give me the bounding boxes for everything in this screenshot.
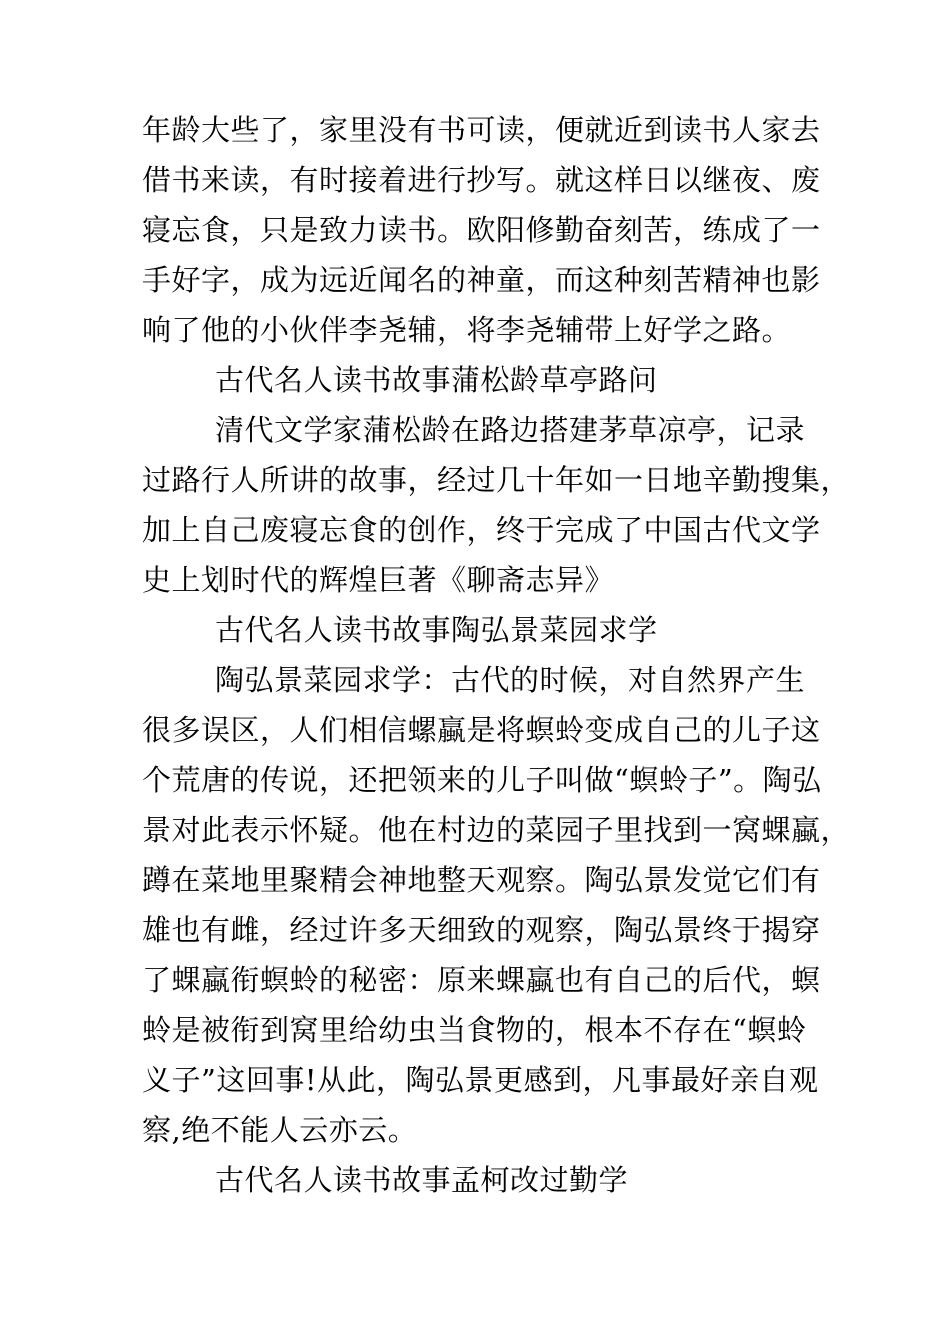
paragraph-line: 借书来读，有时接着进行抄写。就这样日以继夜、废 (142, 163, 821, 197)
paragraph-line: 手好字，成为远近闻名的神童，而这种刻苦精神也影 (142, 263, 821, 297)
paragraph-line: 很多误区，人们相信螺蠃是将螟蛉变成自己的儿子这 (142, 713, 821, 747)
paragraph-line: 加上自己废寝忘食的创作，终于完成了中国古代文学 (142, 513, 821, 547)
paragraph-line: 义子”这回事!从此，陶弘景更感到，凡事最好亲自观 (142, 1063, 819, 1097)
paragraph-line: 陶弘景菜园求学：古代的时候，对自然界产生 (215, 663, 806, 697)
paragraph-line: 察,绝不能人云亦云。 (142, 1113, 418, 1147)
section-heading: 古代名人读书故事蒲松龄草亭路问 (215, 363, 658, 397)
section-heading: 古代名人读书故事陶弘景菜园求学 (215, 613, 658, 647)
paragraph-line: 雄也有雌，经过许多天细致的观察，陶弘景终于揭穿 (142, 913, 821, 947)
paragraph-line: 个荒唐的传说，还把领来的儿子叫做“螟蛉子”。陶弘 (142, 763, 822, 797)
paragraph-line: 清代文学家蒲松龄在路边搭建茅草凉亭，记录 (215, 413, 806, 447)
paragraph-line: 响了他的小伙伴李尧辅，将李尧辅带上好学之路。 (142, 313, 792, 347)
paragraph-line: 年龄大些了，家里没有书可读，便就近到读书人家去 (142, 113, 821, 147)
paragraph-line: 史上划时代的辉煌巨著《聊斋志异》 (142, 563, 615, 597)
paragraph-line: 过路行人所讲的故事，经过几十年如一日地辛勤搜集， (142, 463, 851, 497)
paragraph-line: 了蜾蠃衔螟蛉的秘密：原来蜾蠃也有自己的后代，螟 (142, 963, 821, 997)
section-heading: 古代名人读书故事孟柯改过勤学 (215, 1163, 629, 1197)
paragraph-line: 景对此表示怀疑。他在村边的菜园子里找到一窝蜾蠃， (142, 813, 851, 847)
paragraph-line: 蛉是被衔到窝里给幼虫当食物的，根本不存在“螟蛉 (142, 1013, 807, 1047)
paragraph-line: 寝忘食，只是致力读书。欧阳修勤奋刻苦，练成了一 (142, 213, 821, 247)
paragraph-line: 蹲在菜地里聚精会神地整天观察。陶弘景发觉它们有 (142, 863, 821, 897)
